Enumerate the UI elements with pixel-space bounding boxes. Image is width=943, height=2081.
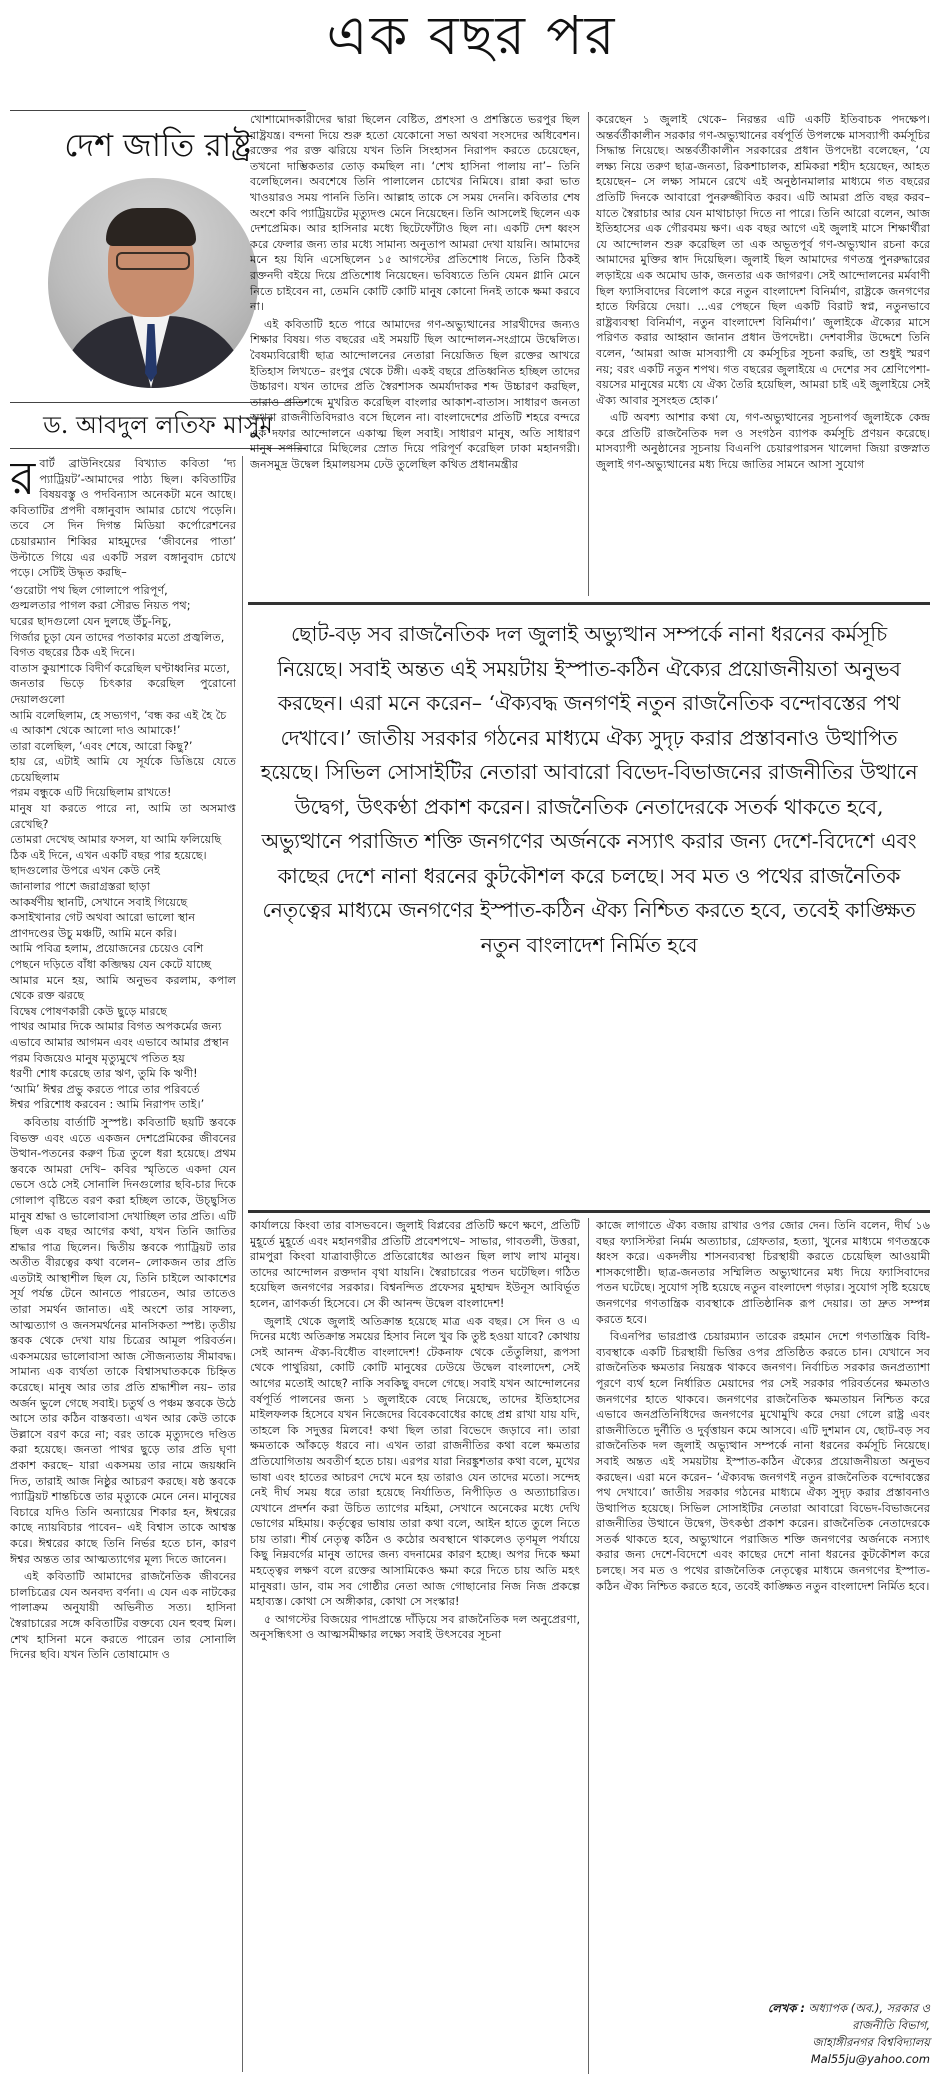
body-paragraph: জুলাই থেকে জুলাই অতিক্রান্ত হয়েছে মাত্র এক বছর। সে দিন ও এ দিনের মধ্যে অতিক্রান্ত সময়ের হিসাব নিলে খুব কি তুষ্ট হওয়া যাবে? কোথায় সেই আনন্দ ঐক্য-বিধৌত বাংলাদেশ! টেকনাফ থেকে তেঁতুলিয়া, রূপসা থেকে পাথুরিয়া, কোটি কোটি মানুষের ঢেউয়ে উদ্বেল বাংলাদেশ, সেই আগের মতোই আছে? নাকি সবকিছু বদলে গেছে। সবাই যখন আন্দোলনের বর্ষপূর্তি পালনের জন্য ১ জুলাইকে বেছে নিয়েছে, তাদের ইতিহাসের মাইলফলক হিসেবে যখন নিজেদের বিবেকবোধের কাছে প্রশ্ন রাখা যায় যদি, তাহলে কি সদুত্তর মিলবে! কথা ছিল তারা বিভেদে জড়াবে না। তারা ক্ষমতাকে আঁকড়ে ধরবে না। এখন তারা রাজনীতির কথা বলে ক্ষমতার প্রতিযোগিতায় অবতীর্ণ হতে চায়। এরপর যারা নিরঙ্কুশতার কথা বলে, মুখের ভাষা এবং হাতের আচরণ দেখে মনে হয় তারাও যেন তাদের মতো। সন্দেহ নেই দীর্ঘ সময় ধরে তারা হয়েছে নির্যাতিত, নিপীড়িত ও অত্যাচারিত। যেখানে প্রদর্শন করা উচিত ত্যাগের মহিমা, সেখানে অনেকের মধ্যে দেখি ভোগের মহিমায়। কর্তৃত্বের ভাষায় তারা কথা বলে, আইন হাতে তুলে নিতে চায় তারা। শীর্ষ নেতৃত্ব কঠিন ও কঠোর অবস্থানে থাকলেও তৃণমূল পর্যায়ে কিছু নিম্নবর্গের মানুষ তাদের জন্য বদনামের কারণ হচ্ছে। অপর দিকে ক্ষমা মহত্ত্বের লক্ষণ বলে রক্তের আসামিকেও ক্ষমা করে দিতে চায় অতি মহৎ মানুষরা। ডান, বাম সব গোষ্ঠীর নেতা আজ গোছানোর নিজ নিজ প্রকল্পে মহাব্যস্ত। কোথা সে অঙ্গীকার, কোথা সে সংস্কার! bbox=[250, 1314, 580, 1609]
author-university: জাহাঙ্গীরনগর বিশ্ববিদ্যালয় bbox=[812, 2035, 930, 2049]
poem-line: পাথর আমার দিকে আমার বিগত অপকর্মের জন্য bbox=[10, 1020, 222, 1034]
poem-line: তারা বলেছিল, ‘এবং শেষে, আরো কিছু?’ bbox=[10, 739, 193, 753]
headline: এক বছর পর bbox=[326, 4, 617, 67]
photo-glasses bbox=[116, 252, 190, 270]
pull-quote-box bbox=[248, 602, 930, 1213]
intro-paragraph bbox=[10, 456, 236, 581]
poem-line: গির্জার চূড়া যেন তাদের পতাকার মতো প্রজ্বলিত, bbox=[10, 630, 225, 644]
poem-line: ‘আমি’ ঈশ্বর প্রভু করতে পারে তার পরিবর্তে bbox=[10, 1082, 200, 1096]
column-3-top bbox=[596, 112, 930, 596]
body-paragraph: করেছেন ১ জুলাই থেকে– নিরন্তর এটি একটি ইতিবাচক পদক্ষেপ। অন্তর্বর্তীকালীন সরকার গণ-অভ্যুত্থানের বর্ষপূর্তি উপলক্ষে মাসব্যাপী কর্মসূচির সিদ্ধান্ত নিয়েছে। অন্তর্বর্তীকালীন সরকারের প্রধান উপদেষ্টা বলেছেন, ‘যে লক্ষ্য নিয়ে তরুণ ছাত্র-জনতা, রিকশাচালক, শ্রমিকরা শহীদ হয়েছেন, আহত হয়েছেন– সে লক্ষ্য সামনে রেখে এই অনুষ্ঠানমালার মাধ্যমে গত বছরের প্রতিটি দিনকে আবারো পুনরুজ্জীবিত করব। এটি আমরা প্রতি বছর করব– যাতে স্বৈরাচার আর যেন মাথাচাড়া দিতে না পারে। তিনি আরো বলেন, আজ ইতিহাসের এক গৌরবময় ক্ষণ। এক বছর আগে এই জুলাই মাসে শিক্ষার্থীরা যে আন্দোলন শুরু করেছিল তা এক অভূতপূর্ব গণ-অভ্যুত্থান রচনা করে আমাদের মুক্তির স্বাদ দিয়েছিল। জুলাই ছিল আমাদের গণতন্ত্র পুনরুদ্ধারের লড়াইয়ে এক অমোঘ ডাক, জনতার এক জাগরণ। সেই আন্দোলনের মর্মবাণী ছিল ফ্যাসিবাদের বিলোপ করে নতুন বাংলাদেশ বিনির্মাণ, রাষ্ট্রকে জনগণের হাতে ফিরিয়ে দেয়া। ...এর পেছনে ছিল একটি বিরাট স্বপ্ন, নতুনভাবে রাষ্ট্রব্যবস্থা বিনির্মাণ, নতুন বাংলাদেশ বিনির্মাণ।’ জুলাইকে ঐক্যের মাসে পরিণত করার আহ্বান জানান প্রধান উপদেষ্টা। দেশবাসীর উদ্দেশে তিনি বলেন, ‘আমরা আজ মাসব্যাপী যে কর্মসূচির সূচনা করছি, তা শুধুই স্মরণ নয়; বরং একটি নতুন শপথ। গত বছরের জুলাইয়ে এ দেশের সব শ্রেণিপেশা-বয়সের মানুষের মধ্যে যে ঐক্য তৈরি হয়েছিল, আমরা চাই এই জুলাইয়ে সেই ঐক্য আবার সুসংহত হোক।’ bbox=[596, 113, 930, 407]
column-2-bottom bbox=[250, 1218, 580, 2074]
body-paragraph: বিএনপির ভারপ্রাপ্ত চেয়ারম্যান তারেক রহমান দেশে গণতান্ত্রিক বিধি-ব্যবস্থাকে একটি চিরস্থায়ী ভিত্তির ওপর প্রতিষ্ঠিত করতে চান। যেখানে সব রাজনৈতিক ক্ষমতার নিয়ন্ত্রক থাকবে জনগণ। নির্বাচিত সরকার জনপ্রত্যাশা পূরণে ব্যর্থ হলে নির্ধারিত মেয়াদের পর সেই সরকার পরিবর্তনের ক্ষমতাও জনগণের হাতে থাকবে। জনগণের রাজনৈতিক ক্ষমতায়ন নিশ্চিত করে এভাবে জনপ্রতিনিধিদের জনগণের মুখোমুখি করে দেয়া গেলে রাষ্ট্র এবং রাজনীতিতে দুর্নীতি ও দুর্বৃত্তায়ন কমে আসবে। এটি দুশমান যে, ছোট-বড় সব রাজনৈতিক দল জুলাই অভ্যুত্থান সম্পর্কে নানা ধরনের কর্মসূচি নিয়েছে। সবাই অন্তত এই সময়টায় ইস্পাত-কঠিন ঐক্যের প্রয়োজনীয়তা অনুভব করছেন। এরা মনে করেন– ‘ঐক্যবদ্ধ জনগণই নতুন রাজনৈতিক বন্দোবস্তের পথ দেখাবে।’ জাতীয় সরকার গঠনের মাধ্যমে ঐক্য সুদৃঢ় করার প্রস্তাবনাও উত্থাপিত হয়েছে। সিভিল সোসাইটির নেতারা আবারো বিভেদ-বিভাজনের রাজনীতির উত্থানে উদ্বেগ, উৎকণ্ঠা প্রকাশ করেন। রাজনৈতিক নেতাদেরকে সতর্ক থাকতে হবে, অভ্যুত্থানে পরাজিত শক্তি জনগণের অর্জনকে নস্যাৎ করার জন্য দেশে-বিদেশে এবং কাছের দেশে নানা ধরনের কুটকৌশল করে চলছে। সব মত ও পথের রাজনৈতিক নেতৃত্বের মাধ্যমে জনগণের ইস্পাত-কঠিন ঐক্য নিশ্চিত করতে হবে, তবেই কাঙ্ক্ষিত নতুন বাংলাদেশ নির্মিত হবে। bbox=[596, 1330, 930, 1593]
body-paragraph: কাজে লাগাতে ঐক্য বজায় রাখার ওপর জোর দেন। তিনি বলেন, দীর্ঘ ১৬ বছর ফ্যাসিস্টরা নির্মম অত্যাচার, গ্রেফতার, হত্যা, খুনের মাধ্যমে গণতন্ত্রকে ধ্বংস করে। একদলীয় শাসনব্যবস্থা চিরস্থায়ী করতে চেয়েছিল আওয়ামী শাসকগোষ্ঠী। ছাত্র-জনতার সম্মিলিত অভ্যুত্থানের মধ্য দিয়ে ফ্যাসিবাদের পতন ঘটেছে। সুযোগ সৃষ্টি হয়েছে নতুন বাংলাদেশ গড়ার। সুযোগ সৃষ্টি হয়েছে জনগণের গণতান্ত্রিক ব্যবস্থাকে প্রাতিষ্ঠানিক রূপ দেয়ার। তা দ্রুত সম্পন্ন করতে হবে। bbox=[596, 1219, 930, 1326]
author-department: রাজনীতি বিভাগ, bbox=[852, 2018, 930, 2032]
column-divider bbox=[242, 456, 243, 2072]
poem-line: মানুষ যা করতে পারে না, আমি তা অসমাপ্ত রেখেছি? bbox=[10, 802, 236, 831]
poem-line: বিদ্বেষ পোষণকারী কেউ ছুড়ে মারছে bbox=[10, 1004, 167, 1018]
author-email[interactable]: Mal55ju@yahoo.com bbox=[810, 2052, 930, 2066]
poem-line: ‘গুরোটা পথ ছিল গোলাপে পরিপূর্ণ, bbox=[10, 583, 168, 597]
poem-line: পরম বন্ধুকে এটি দিয়েছিলাম রাখতে! bbox=[10, 786, 172, 800]
poem-line: তোমরা দেখেছ আমার ফসল, যা আমি ফলিয়েছি bbox=[10, 833, 222, 847]
poem-line: কসাইখানার গেট অথবা আরো ভালো স্থান bbox=[10, 911, 196, 925]
poem-line: ঈশ্বর পরিশোধ করবেন : আমি নিরাপদ তাই।’ bbox=[10, 1098, 205, 1112]
poem-line: পেছনে দড়িতে বাঁধা কব্জিদ্বয় যেন কেটে যাচ্ছে bbox=[10, 958, 212, 971]
poem-line: বিগত বছরের ঠিক এই দিনে। bbox=[10, 646, 135, 660]
column-name: দেশ জাতি রাষ্ট্র bbox=[64, 126, 252, 164]
poem-line: এভাবে আমার আগমন এবং এভাবে আমার প্রস্থান bbox=[10, 1035, 229, 1049]
poem-line: জনতার ভিড়ে চিৎকার করেছিল পুরোনো দেয়ালগুলো bbox=[10, 677, 236, 706]
intro-text: বার্ট ব্রাউনিংয়ের বিখ্যাত কবিতা ‘দ্য প্যাট্রিয়ট’-আমাদের পাঠ্য ছিল। কবিতাটির বিষয়বস্তু ও পদবিন্যাস অনেকটা মনে আছে। কবিতাটির প্রপদী বঙ্গানুবাদ আমার চোখে পড়েনি। তবে সে দিন দিগন্ত মিডিয়া কর্পোরেশনের চেয়ারম্যান শিব্বির মাহমুদের ‘জীবনের পাতা’ উল্টাতে গিয়ে এর একটি সরল বঙ্গানুবাদ চোখে পড়ে। সেটিই উদ্ধৃত করছি– bbox=[10, 457, 236, 580]
poem-line: ছাদগুলোর উপরে এখন কেউ নেই bbox=[10, 864, 160, 878]
column-divider bbox=[588, 1218, 589, 2074]
body-paragraph: ৫ আগস্টের বিজয়ের পাদপ্রান্তে দাঁড়িয়ে সব রাজনৈতিক দল অনুপ্রেরণা, অনুসন্ধিৎসা ও আত্মসমীক্ষার লক্ষ্যে সবাই উৎসবের সূচনা bbox=[250, 1612, 580, 1642]
poem-line: ঠিক এই দিনে, এখন একটি বছর পার হয়েছে। bbox=[10, 848, 207, 862]
drop-cap: র bbox=[10, 456, 36, 505]
poem bbox=[10, 583, 236, 1113]
body-paragraph: কার্যালয়ে কিংবা তার বাসভবনে। জুলাই বিপ্লবের প্রতিটি ক্ষণে ক্ষণে, প্রতিটি মুহূর্তে মুহূর্তে এবং মহানগরীর প্রতিটি প্রবেশপথে– সাভার, গাবতলী, উত্তরা, রামপুরা কিংবা যাত্রাবাড়ীতে প্রতিরোধের আগুন ছিল লাখ লাখ মানুষ। তাদের আন্দোলন রক্তদান বৃথা যায়নি। স্বৈরাচারের পতন ঘটেছিল। গঠিত হয়েছিল জনগণের সরকার। বিশ্বনন্দিত প্রফেসর মুহাম্মদ ইউনূস আবির্ভূত হলেন, ত্রাণকর্তা হিসেবে। সে কী আনন্দ উদ্বেল বাংলাদেশ! bbox=[250, 1219, 580, 1310]
author-photo bbox=[48, 178, 258, 388]
column-2-top bbox=[250, 112, 580, 596]
poem-line: পরম বিজয়েও মানুষ মৃত্যুমুখে পতিত হয় bbox=[10, 1051, 185, 1065]
column-1 bbox=[10, 456, 236, 2072]
column-divider bbox=[588, 112, 589, 596]
poem-line: আকর্ষণীয় স্থানটি, সেখানে সবাই গিয়েছে bbox=[10, 895, 188, 909]
body-paragraph: খোশামোদকারীদের দ্বারা ছিলেন বেষ্টিত, প্রশংসা ও প্রশস্তিতে ভরপুর ছিল রাষ্ট্রযন্ত্র। বন্দনা দিয়ে শুরু হতো যেকোনো সভা অথবা সংসদের অধিবেশন। রক্তের পর রক্ত ঝরিয়ে যখন তিনি সিংহাসন নিরাপদ করতে চেয়েছেন, তখনো দাম্ভিকতার তোড় কমছিল না। ‘শেখ হাসিনা পালায় না’– তিনি বলেছিলেন। অবশেষে তিনি পালালেন চোখের নিমিষে। রান্না করা ভাত খাওয়ারও সময় পাননি তিনি। আল্লাহ তাকে সে সময় দেননি। কবিতার শেষ অংশে কবি প্যাট্রিয়টের মৃত্যুদণ্ড মেনে নিয়েছেন। তিনি আসলেই ছিলেন এক দেশপ্রেমিক। আর হাসিনার মধ্যে ছিটেফোঁটাও ছিল না। একটি দেশ ধ্বংস করে ফেলার জন্য তার মধ্যে সামান্য অনুতাপ আমরা দেখা যায়নি। আমাদের মনে হয় যিনি এসেছিলেন ১৫ আগস্টের প্রতিশোধ নিতে, তিনি ঠিকই রক্তনদী বইয়ে দিয়ে প্রতিশোধ নিয়েছেন। ভবিষ্যতে তিনি যেমন গ্লানি মেনে নিতে চাইবেন না, তেমনি কোটি কোটি মানুষ কোনো দিনই তাকে ক্ষমা করবে না। bbox=[250, 113, 580, 314]
body-paragraph: কবিতায় বার্তাটি সুস্পষ্ট। কবিতাটি ছয়টি স্তবকে বিভক্ত এবং এতে একজন দেশপ্রেমিকের জীবনের উত্থান-পতনের করুণ চিত্র তুলে ধরা হয়েছে। প্রথম স্তবকে আমরা দেখি– কবির স্মৃতিতে একদা যেন ভেসে ওঠে সেই সোনালি দিনগুলোর ছবি-চার দিকে গোলাপ বৃষ্টিতে বরণ করা হচ্ছিল তাকে, উচ্ছ্বসিত মানুষ শ্রদ্ধা ও ভালোবাসা দেখাচ্ছিল তার প্রতি। এটি ছিল এক বছর আগের কথা, যখন তিনি জাতির শ্রদ্ধার পাত্র ছিলেন। দ্বিতীয় স্তবকে প্যাট্রিয়ট তার অতীত বীরত্বের কথা বলেন– লোকজন তার প্রতি এতটাই আস্থাশীল ছিল যে, তিনি চাইলে আকাশের সূর্য পর্যন্ত টেনে আনতে পারতেন, আর তাতেও তারা সমর্থন জানাত। এই অংশে তার সাফল্য, আত্মত্যাগ ও জনসমর্থনের মানসিকতা স্পষ্ট। তৃতীয় স্তবক থেকে দেখা যায় চিত্রের আমূল পরিবর্তন। একসময়ের ভালোবাসা আজ সৌজন্যতায় সীমাবদ্ধ। সামান্য এক ব্যর্থতা তাকে বিশ্বাসঘাতককে চিহ্নিত করেছে। মানুষ আর তার প্রতি শ্রদ্ধাশীল নয়– তার অর্জন ভুলে গেছে সবাই। চতুর্থ ও পঞ্চম স্তবকে উঠে আসে তার কঠিন বাস্তবতা। এখন আর কেউ তাকে উল্লাসে বরণ করে না; বরং তাকে মৃত্যুদণ্ডে দণ্ডিত করা হয়েছে। জনতা পাথর ছুড়ে তার প্রতি ঘৃণা প্রকাশ করছে– যারা একসময় তার নামে জয়ধ্বনি দিত, তারাই আজ নিষ্ঠুর আচরণ করছে। ষষ্ঠ স্তবকে প্যাট্রিয়ট শান্তচিত্তে তার মৃত্যুকে মেনে নেন। মানুষের বিচারে যদিও তিনি অন্যায়ের শিকার হন, ঈশ্বরের কাছে ন্যায়বিচার পাবেন– এই বিশ্বাস তাকে আশ্বস্ত করে। ঈশ্বরের কাছে তিনি নির্ভর হতে চান, কারণ ঈশ্বর অন্তত তার আত্মত্যাগের মূল্য দিতে জানেন। bbox=[10, 1115, 236, 1566]
author-designation: অধ্যাপক (অব.), সরকার ও bbox=[808, 2001, 930, 2015]
poem-line: ধরণী শোধ করেছে তার ঋণ, তুমি কি ঋণী! bbox=[10, 1067, 198, 1081]
photo-hair bbox=[106, 208, 196, 246]
poem-line: গুল্মলতার পাগল করা সৌরভ নিয়ত পথ; bbox=[10, 599, 191, 613]
poem-line: প্রাণদণ্ডের উচু মঞ্চটি, আমি মনে করি। bbox=[10, 926, 177, 940]
poem-line: আমি বলেছিলাম, হে সভ্যগণ, ‘বন্ধ কর এই হৈ চৈ bbox=[10, 708, 227, 722]
author-label: লেখক : bbox=[767, 2001, 805, 2015]
poem-line: ঘরের ছাদগুলো যেন দুলছে উঁচু-নিচু, bbox=[10, 614, 172, 628]
poem-line: হায় রে, এটাই আমি যে সূর্যকে ডিঙিয়ে যেতে চেয়েছিলাম bbox=[10, 755, 236, 784]
poem-line: আমি পবিত্র হলাম, প্রয়োজনের চেয়েও বেশি bbox=[10, 942, 204, 956]
pull-quote: ছোট-বড় সব রাজনৈতিক দল জুলাই অভ্যুত্থান সম্পর্কে নানা ধরনের কর্মসূচি নিয়েছে। সবাই অন্তত এই সময়টায় ইস্পাত-কঠিন ঐক্যের প্রয়োজনীয়তা অনুভব করছেন। এরা মনে করেন– ‘ঐক্যবদ্ধ জনগণই নতুন রাজনৈতিক বন্দোবস্তের পথ দেখাবে।’ জাতীয় সরকার গঠনের মাধ্যমে ঐক্য সুদৃঢ় করার প্রস্তাবনাও উত্থাপিত হয়েছে। সিভিল সোসাইটির নেতারা আবারো বিভেদ-বিভাজনের রাজনীতির উত্থানে উদ্বেগ, উৎকণ্ঠা প্রকাশ করেন। রাজনৈতিক নেতাদেরকে সতর্ক থাকতে হবে, অভ্যুত্থানে পরাজিত শক্তি জনগণের অর্জনকে নস্যাৎ করার জন্য দেশে-বিদেশে এবং কাছের দেশে নানা ধরনের কুটকৌশল করে চলছে। সব মত ও পথের রাজনৈতিক নেতৃত্বের মাধ্যমে জনগণের ইস্পাত-কঠিন ঐক্য নিশ্চিত করতে হবে, তবেই কাঙ্ক্ষিত নতুন বাংলাদেশ নির্মিত হবে bbox=[260, 622, 918, 957]
poem-line: আমার মনে হয়, আমি অনুভব করলাম, কপাল থেকে রক্ত ঝরছে bbox=[10, 973, 236, 1003]
body-paragraph: এই কবিতাটি হতে পারে আমাদের গণ-অভ্যুত্থানের সারথীদের জন্যও শিক্ষার বিষয়। গত বছরের এই সময়টি ছিল আন্দোলন-সংগ্রামে উদ্বেলিত। বৈষম্যবিরোধী ছাত্র আন্দোলনের নেতারা নিয়েজিত ছিল রক্তের আখরে ইতিহাস লিখতে– রংপুর থেকে টঙ্গী। একই বছরে প্রতিধ্বনিত হচ্ছিল তাদের উচ্চারণ। যখন তাদের প্রতি স্বৈরশাসক অমর্যাদাকর শব্দ উচ্চারণ করছিল, তারাও প্রতিশব্দে মুখরিত করেছিল বাংলার আকাশ-বাতাস। সাধারণ জনতা অথবা রাজনীতিবিদরাও বসে ছিলেন না। বাংলাদেশের প্রতিটি শহরে বন্দরে এক দফার আন্দোলনে একাত্ম ছিল সবাই। সাধারণ মানুষ, অতি সাধারণ মানুষ সপরিবারে মিছিলের স্রোত দিয়ে পরিপূর্ণ করেছিল ঢাকা মহানগরী। জনসমুদ্র উদ্বেল হিমালয়সম ঢেউ তুলেছিল কথিত প্রধানমন্ত্রীর bbox=[250, 317, 580, 472]
body-paragraph: এই কবিতাটি আমাদের রাজনৈতিক জীবনের চালচিত্রের যেন অনবদ্য বর্ণনা। এ যেন এক নাটকের পালাক্রম অনুযায়ী অভিনীত সত্য। হাসিনা স্বৈরাচারের সঙ্গে কবিতাটির বক্তব্যে যেন হুবহু মিল। শেখ হাসিনা মনে করতে পারেন তার সোনালি দিনের ছবি। যখন তিনি তোষামোদ ও bbox=[10, 1570, 236, 1662]
column-3-bottom bbox=[596, 1218, 930, 1994]
poem-line: এ আকাশ থেকে আলো দাও আমাকে!’ bbox=[10, 724, 181, 738]
poem-line: জানালার পাশে জরাগ্রস্তরা ছাড়া bbox=[10, 880, 151, 894]
poem-line: বাতাস কুয়াশাকে বিদীর্ণ করেছিল ঘণ্টাধ্বনির মতো, bbox=[10, 661, 230, 675]
title-rule bbox=[10, 110, 306, 111]
author-info bbox=[640, 2000, 930, 2068]
body-paragraph: এটি অবশ্য আশার কথা যে, গণ-অভ্যুত্থানের সূচনাপর্ব জুলাইকে কেন্দ্র করে প্রতিটি রাজনৈতিক দল ও সংগঠন ব্যাপক কর্মসূচি প্রণয়ন করেছে। মাসব্যাপী অনুষ্ঠানের সূচনায় বিএনপি চেয়ারপারসন খালেদা জিয়া রক্তস্নাত জুলাই গণ-অভ্যুত্থানের মধ্য দিয়ে জাতির সামনে আসা সুযোগ bbox=[596, 411, 930, 472]
author-name: ড. আবদুল লতিফ মাসুম bbox=[43, 411, 273, 439]
